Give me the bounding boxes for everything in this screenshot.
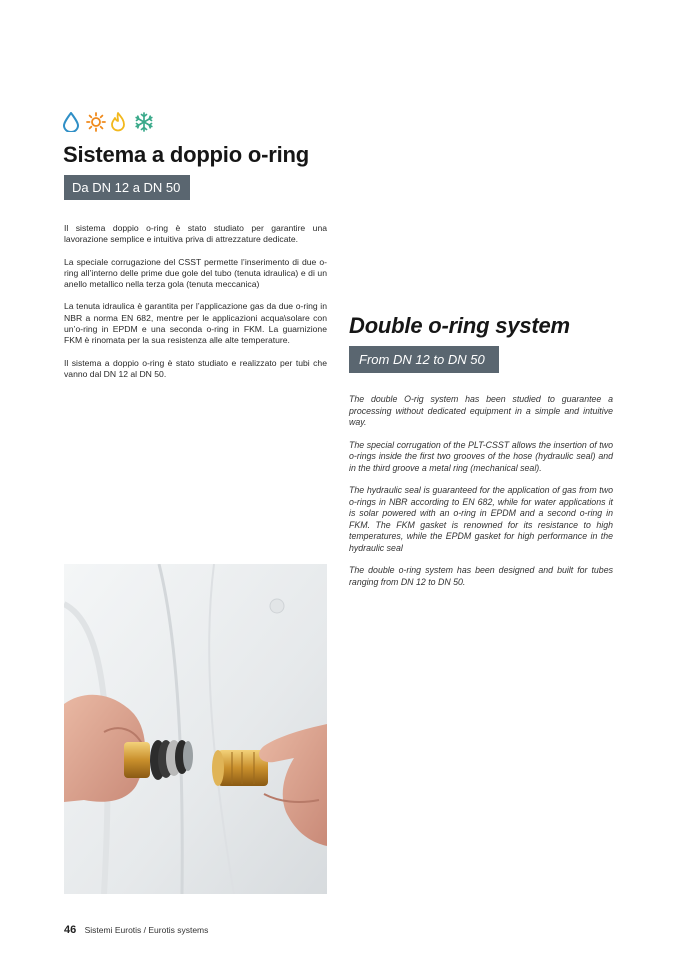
italian-paragraph: La tenuta idraulica è garantita per l’applicazione gas da due o-ring in NBR a norma EN 682, mentre per le applicazioni acqua\solare con un’o-ring in EPDM e una seconda o-ring in FKM. La guarnizione FKM è rinomata per la sua resistenza alle alte temperature.	[64, 301, 327, 346]
italian-size-badge: Da DN 12 a DN 50	[64, 175, 190, 200]
sun-icon	[86, 112, 104, 132]
english-paragraph: The double O-rig system has been studied to guarantee a processing without dedicated equipment in a simple and intuitive way.	[349, 394, 613, 427]
english-paragraph: The hydraulic seal is guaranteed for the application of gas from two o-rings in NBR according to EN 682, while for water applications it is solar powered with an o-ring in EPDM and a second o-ring in FKM. The FKM gasket is renowned for its resistance to high temperatures, while the EPDM gasket for high performance in the hydraulic seal	[349, 485, 613, 553]
english-paragraph: The double o-ring system has been designed and built for tubes ranging from DN 12 to DN 50.	[349, 565, 613, 587]
product-photo	[64, 564, 327, 894]
water-drop-icon	[62, 112, 80, 132]
italian-paragraph: Il sistema a doppio o-ring è stato studiato e realizzato per tubi che vanno dal DN 12 al DN 50.	[64, 357, 327, 379]
page-footer	[64, 924, 208, 936]
snowflake-icon	[134, 112, 152, 132]
english-title: Double o-ring system	[349, 313, 570, 338]
footer-text: Sistemi Eurotis / Eurotis systems	[84, 925, 209, 935]
page-number: 46	[64, 924, 77, 936]
application-icons	[62, 112, 152, 132]
italian-title: Sistema a doppio o-ring	[63, 142, 309, 167]
italian-paragraph: Il sistema doppio o-ring è stato studiato per garantire una lavorazione semplice e intuitiva priva di attrezzature dedicate.	[64, 223, 327, 245]
italian-body	[64, 223, 327, 391]
english-paragraph: The special corrugation of the PLT-CSST allows the insertion of two o-rings inside the first two grooves of the hose (hydraulic seal) and in the third groove a metal ring (mechanical seal).	[349, 439, 613, 473]
english-body	[349, 394, 613, 599]
flame-icon	[110, 112, 128, 132]
english-size-badge: From DN 12 to DN 50	[349, 346, 499, 373]
italian-paragraph: La speciale corrugazione del CSST permette l’inserimento di due o-ring all’interno delle prime due gole del tubo (tenuta idraulica) e di un anello metallico nella terza gola (tenuta meccanica)	[64, 256, 327, 290]
